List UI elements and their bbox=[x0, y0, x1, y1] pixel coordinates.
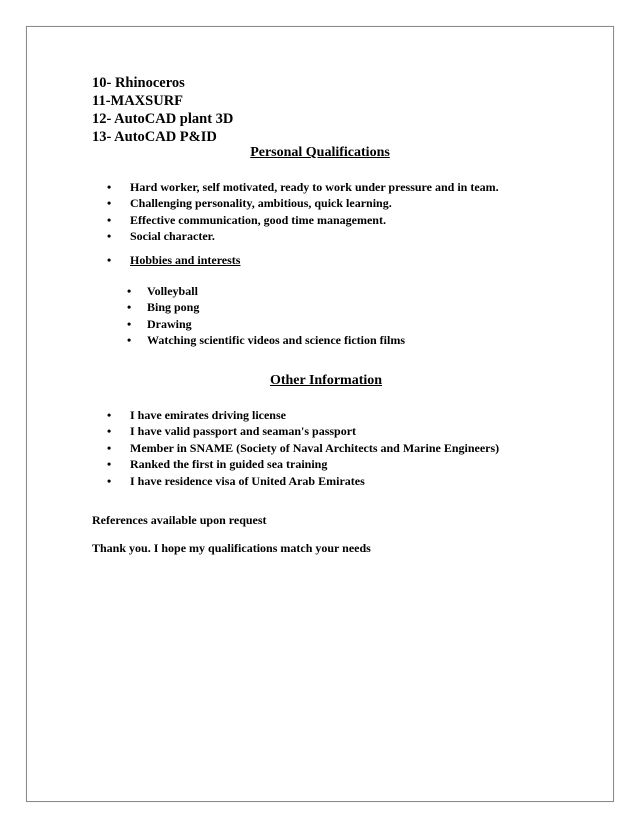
software-item: 10- Rhinoceros bbox=[92, 75, 185, 91]
list-item: • I have residence visa of United Arab Emirates bbox=[130, 473, 499, 489]
page-content bbox=[27, 27, 613, 801]
list-item: • Social character. bbox=[130, 228, 499, 244]
personal-qualifications-list bbox=[130, 179, 499, 245]
other-information-list bbox=[130, 407, 499, 489]
list-item: • Watching scientific videos and science fiction films bbox=[147, 332, 405, 348]
closing-text: Thank you. I hope my qualifications match your needs bbox=[92, 541, 371, 555]
list-item: • Drawing bbox=[147, 316, 405, 332]
list-item: • Member in SNAME (Society of Naval Architects and Marine Engineers) bbox=[130, 440, 499, 456]
list-item: • Bing pong bbox=[147, 299, 405, 315]
software-item: 11-MAXSURF bbox=[92, 93, 184, 109]
hobbies-header-list bbox=[130, 252, 240, 268]
list-item: • I have emirates driving license bbox=[130, 407, 499, 423]
software-item: 12- AutoCAD plant 3D bbox=[92, 111, 234, 127]
list-item: • Volleyball bbox=[147, 283, 405, 299]
list-item: • Challenging personality, ambitious, quick learning. bbox=[130, 195, 499, 211]
list-item: • Effective communication, good time management. bbox=[130, 212, 499, 228]
document-page bbox=[26, 26, 614, 802]
references-text: References available upon request bbox=[92, 513, 267, 527]
list-item: • I have valid passport and seaman's passport bbox=[130, 423, 499, 439]
list-item: • Ranked the first in guided sea training bbox=[130, 456, 499, 472]
hobbies-list bbox=[147, 283, 405, 349]
list-item: • Hard worker, self motivated, ready to work under pressure and in team. bbox=[130, 179, 499, 195]
hobbies-label: • Hobbies and interests bbox=[130, 252, 240, 268]
other-information-heading: Other Information bbox=[269, 373, 383, 388]
software-item: 13- AutoCAD P&ID bbox=[92, 129, 217, 145]
personal-qualifications-heading: Personal Qualifications bbox=[250, 145, 390, 160]
